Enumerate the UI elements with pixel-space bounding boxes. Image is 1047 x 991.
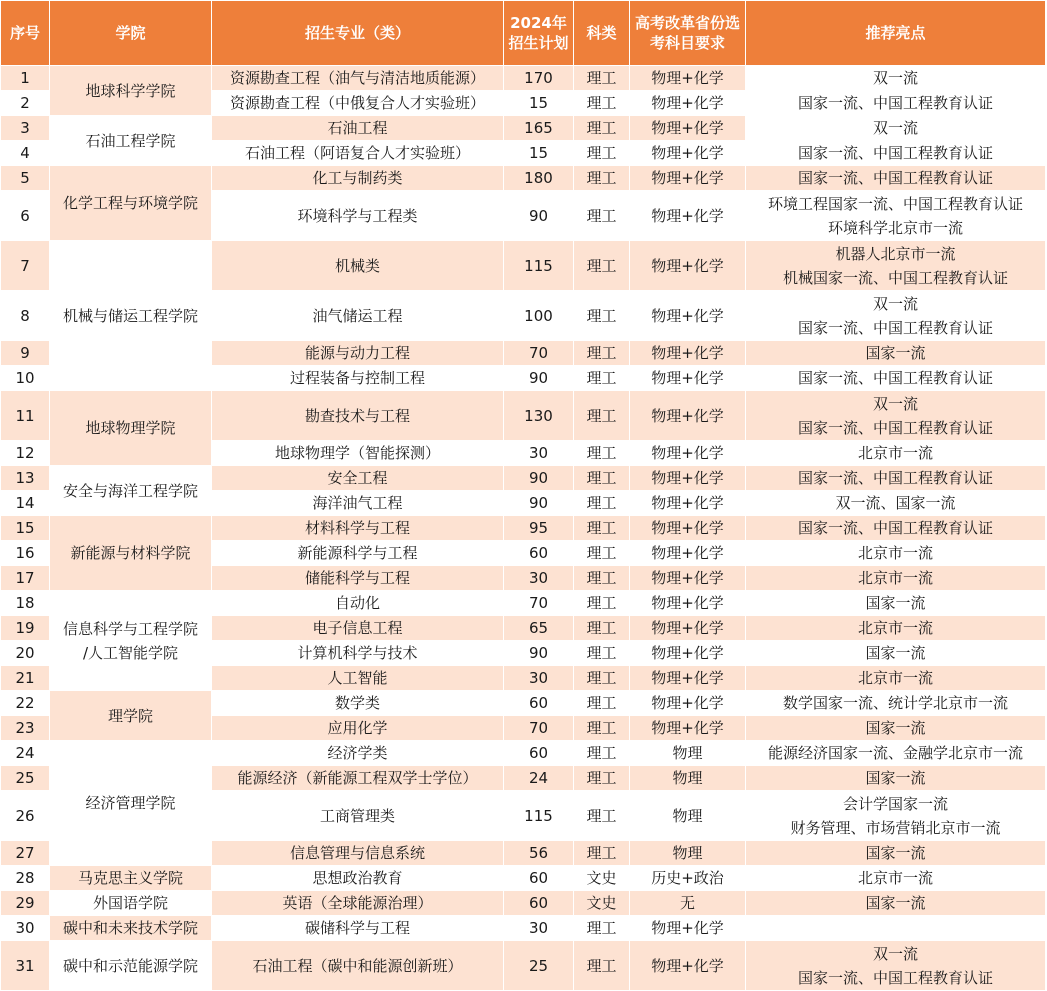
major-name: 过程装备与控制工程 [212, 366, 504, 391]
subject-requirement: 物理 [630, 766, 746, 791]
subject-category: 理工 [574, 666, 630, 691]
enrollment-plan: 90 [504, 191, 574, 241]
enrollment-plan: 15 [504, 141, 574, 166]
table-body [1, 66, 1046, 991]
cell-line: 国家一流 [865, 594, 926, 612]
major-name: 信息管理与信息系统 [212, 841, 504, 866]
row-index: 26 [1, 791, 50, 841]
subject-category: 理工 [574, 616, 630, 641]
row-index: 4 [1, 141, 50, 166]
cell-line: 国家一流、中国工程教育认证 [797, 418, 993, 437]
subject-requirement: 物理+化学 [630, 566, 746, 591]
cell-line: 国家一流、中国工程教育认证 [797, 318, 993, 337]
major-name: 碳储科学与工程 [212, 916, 504, 941]
subject-category: 理工 [574, 291, 630, 341]
subject-category: 理工 [574, 566, 630, 591]
subject-requirement: 物理+化学 [630, 91, 746, 116]
row-index: 28 [1, 866, 50, 891]
highlight [746, 391, 1046, 441]
cell-line: 双一流 [872, 69, 918, 87]
enrollment-plan: 115 [504, 791, 574, 841]
row-index: 20 [1, 641, 50, 666]
cell-line: 经济管理学院 [85, 794, 176, 812]
enrollment-plan: 100 [504, 291, 574, 341]
subject-requirement: 物理+化学 [630, 141, 746, 166]
cell-line: 数学国家一流、统计学北京市一流 [782, 694, 1008, 712]
row-index: 8 [1, 291, 50, 341]
highlight [746, 116, 1046, 141]
highlight [746, 641, 1046, 666]
cell-line: 双一流 [872, 119, 918, 137]
subject-category: 理工 [574, 516, 630, 541]
cell-line: 国家一流 [865, 719, 926, 737]
enrollment-plan: 65 [504, 616, 574, 641]
enrollment-plan: 115 [504, 241, 574, 291]
row-index: 31 [1, 941, 50, 991]
row-index: 5 [1, 166, 50, 191]
row-index: 29 [1, 891, 50, 916]
row-index: 18 [1, 591, 50, 616]
cell-line: 地球物理学院 [85, 419, 176, 437]
enrollment-plan: 30 [504, 916, 574, 941]
row-index: 7 [1, 241, 50, 291]
cell-line: 双一流 [872, 394, 918, 413]
college-name [50, 591, 212, 691]
enrollment-plan: 90 [504, 641, 574, 666]
header-type: 科类 [574, 1, 630, 66]
row-index: 14 [1, 491, 50, 516]
row-index: 21 [1, 666, 50, 691]
subject-requirement: 物理 [630, 791, 746, 841]
major-name: 机械类 [212, 241, 504, 291]
table-row [1, 691, 1046, 716]
subject-category: 理工 [574, 716, 630, 741]
table-row [1, 591, 1046, 616]
enrollment-plan: 56 [504, 841, 574, 866]
highlight [746, 291, 1046, 341]
cell-line: 北京市一流 [857, 544, 933, 562]
row-index: 13 [1, 466, 50, 491]
table-row [1, 916, 1046, 941]
subject-category: 理工 [574, 841, 630, 866]
subject-category: 理工 [574, 641, 630, 666]
major-name: 勘查技术与工程 [212, 391, 504, 441]
cell-line: 北京市一流 [857, 569, 933, 587]
college-name [50, 691, 212, 741]
cell-line: 双一流 [872, 294, 918, 313]
subject-category: 理工 [574, 541, 630, 566]
major-name: 经济学类 [212, 741, 504, 766]
enrollment-plan: 70 [504, 591, 574, 616]
major-name: 安全工程 [212, 466, 504, 491]
subject-requirement: 物理+化学 [630, 516, 746, 541]
cell-line: 碳中和示范能源学院 [62, 956, 198, 975]
cell-line: 双一流、国家一流 [835, 494, 956, 512]
cell-line: 国家一流、中国工程教育认证 [797, 94, 993, 112]
major-name: 新能源科学与工程 [212, 541, 504, 566]
cell-line: 碳中和未来技术学院 [62, 919, 198, 937]
college-name [50, 741, 212, 866]
header-plan: 2024年招生计划 [504, 1, 574, 66]
major-name: 石油工程 [212, 116, 504, 141]
major-name: 英语（全球能源治理） [212, 891, 504, 916]
college-name [50, 391, 212, 466]
cell-line: 安全与海洋工程学院 [62, 481, 198, 500]
header-highlights: 推荐亮点 [746, 1, 1046, 66]
cell-line: 国家一流 [865, 344, 926, 362]
table-row [1, 116, 1046, 141]
subject-category: 理工 [574, 91, 630, 116]
highlight [746, 941, 1046, 991]
highlight [746, 566, 1046, 591]
subject-requirement: 物理+化学 [630, 116, 746, 141]
highlight [746, 866, 1046, 891]
subject-requirement: 物理+化学 [630, 916, 746, 941]
major-name: 电子信息工程 [212, 616, 504, 641]
highlight [746, 241, 1046, 291]
subject-category: 理工 [574, 491, 630, 516]
highlight [746, 616, 1046, 641]
subject-requirement: 物理+化学 [630, 541, 746, 566]
table-row [1, 741, 1046, 766]
major-name: 化工与制药类 [212, 166, 504, 191]
college-name [50, 241, 212, 391]
major-name: 储能科学与工程 [212, 566, 504, 591]
enrollment-plan: 165 [504, 116, 574, 141]
highlight [746, 366, 1046, 391]
major-name: 地球物理学（智能探测） [212, 441, 504, 466]
subject-category: 理工 [574, 466, 630, 491]
major-name: 海洋油气工程 [212, 491, 504, 516]
subject-category: 理工 [574, 341, 630, 366]
cell-line: 财务管理、市场营销北京市一流 [790, 818, 1001, 837]
highlight [746, 691, 1046, 716]
cell-line: 信息科学与工程学院 [62, 619, 198, 638]
cell-line: 国家一流 [865, 769, 926, 787]
enrollment-plan: 90 [504, 366, 574, 391]
college-name [50, 66, 212, 116]
cell-line: 国家一流 [865, 894, 926, 912]
subject-category: 理工 [574, 391, 630, 441]
subject-category: 理工 [574, 941, 630, 991]
subject-requirement: 物理+化学 [630, 491, 746, 516]
cell-line: 机器人北京市一流 [835, 244, 956, 263]
subject-category: 理工 [574, 916, 630, 941]
highlight [746, 341, 1046, 366]
enrollment-plan: 15 [504, 91, 574, 116]
row-index: 1 [1, 66, 50, 91]
cell-line: 国家一流、中国工程教育认证 [797, 519, 993, 537]
highlight [746, 441, 1046, 466]
major-name: 思想政治教育 [212, 866, 504, 891]
cell-line: 北京市一流 [857, 444, 933, 462]
enrollment-plan: 90 [504, 466, 574, 491]
row-index: 9 [1, 341, 50, 366]
header-index: 序号 [1, 1, 50, 66]
highlight [746, 141, 1046, 166]
cell-line: 新能源与材料学院 [70, 544, 191, 562]
highlight [746, 591, 1046, 616]
subject-category: 理工 [574, 116, 630, 141]
subject-requirement: 物理+化学 [630, 291, 746, 341]
table-header [1, 1, 1046, 66]
major-name: 工商管理类 [212, 791, 504, 841]
enrollment-plan: 130 [504, 391, 574, 441]
major-name: 资源勘查工程（油气与清洁地质能源） [212, 66, 504, 91]
cell-line: 能源经济国家一流、金融学北京市一流 [767, 744, 1023, 762]
highlight [746, 841, 1046, 866]
table-row [1, 891, 1046, 916]
subject-category: 理工 [574, 141, 630, 166]
college-name [50, 866, 212, 891]
subject-requirement: 物理+化学 [630, 941, 746, 991]
table-row [1, 241, 1046, 291]
table-row [1, 941, 1046, 991]
subject-requirement: 物理+化学 [630, 391, 746, 441]
table-row [1, 166, 1046, 191]
cell-line: 环境科学北京市一流 [827, 218, 963, 237]
header-major: 招生专业（类） [212, 1, 504, 66]
highlight [746, 891, 1046, 916]
major-name: 资源勘查工程（中俄复合人才实验班） [212, 91, 504, 116]
college-name [50, 166, 212, 241]
college-name [50, 466, 212, 516]
highlight [746, 541, 1046, 566]
enrollment-plan: 60 [504, 541, 574, 566]
subject-requirement: 物理+化学 [630, 166, 746, 191]
cell-line: 机械与储运工程学院 [62, 306, 198, 325]
subject-requirement: 物理 [630, 741, 746, 766]
enrollment-plan: 60 [504, 691, 574, 716]
subject-requirement: 物理+化学 [630, 366, 746, 391]
major-name: 数学类 [212, 691, 504, 716]
cell-line: 北京市一流 [857, 619, 933, 637]
enrollment-plan: 60 [504, 891, 574, 916]
row-index: 3 [1, 116, 50, 141]
major-name: 石油工程（阿语复合人才实验班） [212, 141, 504, 166]
cell-line: 石油工程学院 [85, 131, 176, 150]
enrollment-plan: 25 [504, 941, 574, 991]
row-index: 12 [1, 441, 50, 466]
subject-requirement: 物理+化学 [630, 466, 746, 491]
enrollment-plan: 30 [504, 666, 574, 691]
row-index: 22 [1, 691, 50, 716]
subject-requirement: 物理+化学 [630, 241, 746, 291]
table-row [1, 866, 1046, 891]
highlight [746, 666, 1046, 691]
row-index: 19 [1, 616, 50, 641]
cell-line: 国家一流、中国工程教育认证 [797, 968, 993, 987]
header-subject-requirement: 高考改革省份选考科目要求 [630, 1, 746, 66]
college-name [50, 941, 212, 991]
row-index: 24 [1, 741, 50, 766]
major-name: 应用化学 [212, 716, 504, 741]
row-index: 27 [1, 841, 50, 866]
subject-category: 理工 [574, 441, 630, 466]
cell-line: 国家一流、中国工程教育认证 [797, 369, 993, 387]
enrollment-plan: 24 [504, 766, 574, 791]
table-row [1, 391, 1046, 441]
college-name [50, 891, 212, 916]
enrollment-plan: 90 [504, 491, 574, 516]
highlight [746, 716, 1046, 741]
highlight [746, 466, 1046, 491]
cell-line: 马克思主义学院 [77, 869, 183, 887]
major-name: 石油工程（碳中和能源创新班） [212, 941, 504, 991]
cell-line: 国家一流、中国工程教育认证 [797, 169, 993, 187]
table-row [1, 466, 1046, 491]
subject-requirement: 物理+化学 [630, 716, 746, 741]
subject-requirement: 物理+化学 [630, 66, 746, 91]
college-name [50, 516, 212, 591]
cell-line: 机械国家一流、中国工程教育认证 [782, 268, 1008, 287]
subject-requirement: 物理+化学 [630, 441, 746, 466]
subject-category: 理工 [574, 191, 630, 241]
cell-line: 国家一流 [865, 844, 926, 862]
cell-line: 会计学国家一流 [842, 794, 948, 813]
enrollment-plan: 30 [504, 566, 574, 591]
header-college: 学院 [50, 1, 212, 66]
row-index: 23 [1, 716, 50, 741]
subject-category: 理工 [574, 166, 630, 191]
subject-category: 理工 [574, 241, 630, 291]
header-row [1, 1, 1046, 66]
subject-category: 理工 [574, 591, 630, 616]
table-row [1, 516, 1046, 541]
highlight [746, 916, 1046, 941]
enrollment-plan: 60 [504, 741, 574, 766]
cell-line: 环境工程国家一流、中国工程教育认证 [767, 194, 1023, 213]
subject-requirement: 物理 [630, 841, 746, 866]
subject-requirement: 物理+化学 [630, 641, 746, 666]
highlight [746, 166, 1046, 191]
row-index: 10 [1, 366, 50, 391]
highlight [746, 491, 1046, 516]
enrollment-plan: 180 [504, 166, 574, 191]
enrollment-plan: 70 [504, 341, 574, 366]
subject-requirement: 无 [630, 891, 746, 916]
highlight [746, 741, 1046, 766]
college-name [50, 916, 212, 941]
subject-requirement: 物理+化学 [630, 341, 746, 366]
row-index: 15 [1, 516, 50, 541]
row-index: 2 [1, 91, 50, 116]
major-name: 环境科学与工程类 [212, 191, 504, 241]
highlight [746, 791, 1046, 841]
row-index: 17 [1, 566, 50, 591]
subject-requirement: 物理+化学 [630, 666, 746, 691]
highlight [746, 516, 1046, 541]
cell-line: /人工智能学院 [82, 643, 179, 662]
major-name: 计算机科学与技术 [212, 641, 504, 666]
table-row [1, 66, 1046, 91]
subject-category: 理工 [574, 766, 630, 791]
highlight [746, 91, 1046, 116]
highlight [746, 191, 1046, 241]
enrollment-plan: 30 [504, 441, 574, 466]
subject-category: 理工 [574, 791, 630, 841]
subject-requirement: 物理+化学 [630, 191, 746, 241]
enrollment-plan: 170 [504, 66, 574, 91]
cell-line: 外国语学院 [92, 894, 168, 912]
cell-line: 地球科学学院 [85, 81, 176, 100]
enrollment-plan: 60 [504, 866, 574, 891]
major-name: 能源与动力工程 [212, 341, 504, 366]
row-index: 30 [1, 916, 50, 941]
subject-requirement: 物理+化学 [630, 691, 746, 716]
subject-category: 理工 [574, 741, 630, 766]
highlight [746, 766, 1046, 791]
row-index: 25 [1, 766, 50, 791]
major-name: 自动化 [212, 591, 504, 616]
major-name: 人工智能 [212, 666, 504, 691]
cell-line: 国家一流、中国工程教育认证 [797, 469, 993, 487]
row-index: 6 [1, 191, 50, 241]
subject-requirement: 历史+政治 [630, 866, 746, 891]
cell-line: 北京市一流 [857, 869, 933, 887]
cell-line: 国家一流、中国工程教育认证 [797, 144, 993, 162]
subject-category: 理工 [574, 66, 630, 91]
cell-line: 理学院 [107, 706, 153, 725]
cell-line: 北京市一流 [857, 669, 933, 687]
highlight [746, 66, 1046, 91]
college-name [50, 116, 212, 166]
row-index: 11 [1, 391, 50, 441]
subject-requirement: 物理+化学 [630, 591, 746, 616]
major-name: 油气储运工程 [212, 291, 504, 341]
enrollment-plan: 70 [504, 716, 574, 741]
cell-line: 双一流 [872, 944, 918, 963]
subject-category: 理工 [574, 366, 630, 391]
subject-category: 文史 [574, 891, 630, 916]
cell-line: 国家一流 [865, 644, 926, 662]
subject-requirement: 物理+化学 [630, 616, 746, 641]
row-index: 16 [1, 541, 50, 566]
subject-category: 文史 [574, 866, 630, 891]
subject-category: 理工 [574, 691, 630, 716]
enrollment-plan: 95 [504, 516, 574, 541]
major-name: 能源经济（新能源工程双学士学位） [212, 766, 504, 791]
cell-line: 化学工程与环境学院 [62, 194, 198, 212]
major-name: 材料科学与工程 [212, 516, 504, 541]
